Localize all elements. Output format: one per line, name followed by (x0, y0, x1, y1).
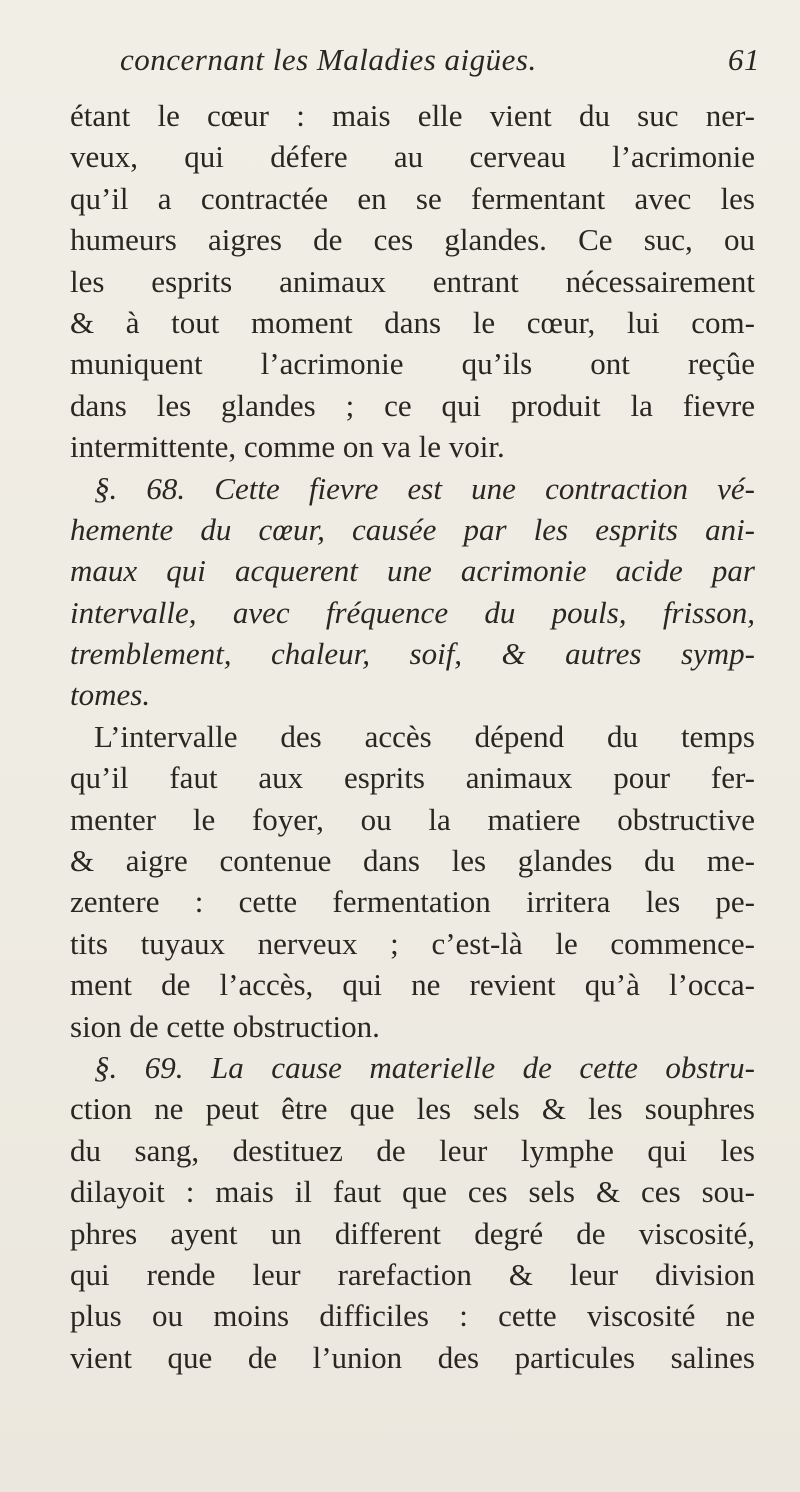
text-line: intervalle, avec fréquence du pouls, frisson, (70, 594, 755, 630)
text-line: qui rende leur rarefaction & leur division (70, 1256, 755, 1292)
text-line: du sang, destituez de leur lymphe qui les (70, 1132, 755, 1168)
text-line: maux qui acquerent une acrimonie acide par (70, 553, 755, 589)
text-line: intermittente, comme on va le voir. (70, 429, 505, 465)
text-line: menter le foyer, ou la matiere obstructive (70, 801, 755, 837)
text-line: zentere : cette fermentation irritera les pe- (70, 884, 755, 920)
text-line: étant le cœur : mais elle vient du suc ner- (70, 98, 755, 133)
text-line: dilayoit : mais il faut que ces sels & ces sou- (70, 1174, 755, 1210)
text-line: tremblement, chaleur, soif, & autres symp- (70, 636, 755, 672)
text-line: §. 69. La cause materielle de cette obstru- (94, 1049, 755, 1085)
text-line: L’intervalle des accès dépend du temps (94, 718, 755, 754)
text-line: ment de l’accès, qui ne revient qu’à l’occa- (70, 967, 755, 1003)
text-line: vient que de l’union des particules salines (70, 1339, 755, 1375)
page-header (120, 42, 760, 82)
text-line: tomes. (70, 677, 151, 713)
text-line: humeurs aigres de ces glandes. Ce suc, ou (70, 222, 755, 258)
text-line: §. 68. Cette fievre est une contraction vé- (94, 470, 755, 506)
text-line: les esprits animaux entrant nécessairement (70, 263, 755, 299)
text-line: qu’il faut aux esprits animaux pour fer- (70, 760, 755, 796)
text-line: veux, qui défere au cerveau l’acrimonie (70, 139, 755, 175)
text-line: phres ayent un different degré de viscosité, (70, 1215, 755, 1251)
text-line: & à tout moment dans le cœur, lui com- (70, 304, 755, 340)
body-text (70, 95, 755, 1378)
text-line: sion de cette obstruction. (70, 1008, 380, 1044)
text-line: plus ou moins difficiles : cette viscosité ne (70, 1298, 755, 1334)
text-line: ction ne peut être que les sels & les souphres (70, 1091, 755, 1127)
text-line: tits tuyaux nerveux ; c’est-là le commence- (70, 925, 755, 961)
text-line: dans les glandes ; ce qui produit la fievre (70, 387, 755, 423)
text-line: qu’il a contractée en se fermentant avec les (70, 180, 755, 216)
text-line: & aigre contenue dans les glandes du me- (70, 843, 755, 879)
text-line: hemente du cœur, causée par les esprits ani- (70, 511, 755, 547)
page-number: 61 (728, 42, 760, 77)
text-line: muniquent l’acrimonie qu’ils ont reçûe (70, 346, 755, 382)
running-title: concernant les Maladies aigües. (120, 42, 537, 77)
